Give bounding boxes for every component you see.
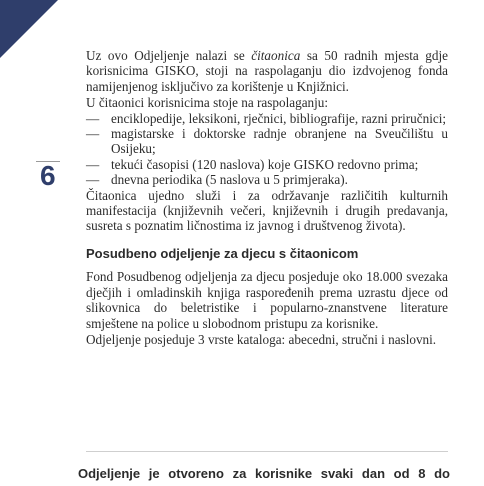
reading-room-intro: U čitaonici korisnicima stoje na raspolaganju: (86, 95, 329, 111)
opening-hours-line: Odjeljenje je otvoreno za korisnike svaki dan od 8 do (78, 466, 450, 481)
body-text (86, 48, 448, 347)
divider (86, 451, 448, 452)
list-item: — magistarske i doktorske radnje obranjene na Sveučilištu u Osijeku; (86, 126, 448, 157)
corner-triangle (0, 0, 58, 58)
list-item: — dnevna periodika (5 naslova u 5 primjeraka). (86, 172, 448, 187)
list-item: — enciklopedije, leksikoni, rječnici, bibliografije, razni priručnici; (86, 111, 448, 126)
reading-room-events-paragraph: Čitaonica ujedno služi i za održavanje različitih kulturnih manifestacija (književnih večeri, književnih i drugih predavanja, susreta s poznatim ličnostima iz javnog i društvenog života). (86, 187, 448, 234)
children-fund-paragraph: Fond Posudbenog odjeljenja za djecu posjeduje oko 18.000 svezaka dječjih i omladinskih knjiga raspoređenih prema uzrastu djece od slikovnica do beletristike i popularno-znanstvene literature smještene na police u slobodnom pristupu za korisnike. (86, 269, 448, 331)
section-title: Posudbeno odjeljenje za djecu s čitaonicom (86, 245, 359, 261)
reading-room-paragraph: Uz ovo Odjeljenje nalazi se čitaonica sa 50 radnih mjesta gdje korisnicima GISKO, stoji na raspolaganju dio izdvojenog fonda namijenjenog isključivo za korištenje u Knjižnici. (86, 48, 448, 94)
page-number: 6 (40, 160, 56, 191)
list-item: — tekući časopisi (120 naslova) koje GISKO redovno prima; (86, 157, 448, 172)
reading-room-term: čitaonica (251, 48, 301, 63)
reading-room-list (86, 111, 448, 188)
catalogue-paragraph: Odjeljenje posjeduje 3 vrste kataloga: abecedni, stručni i naslovni. (86, 331, 437, 347)
